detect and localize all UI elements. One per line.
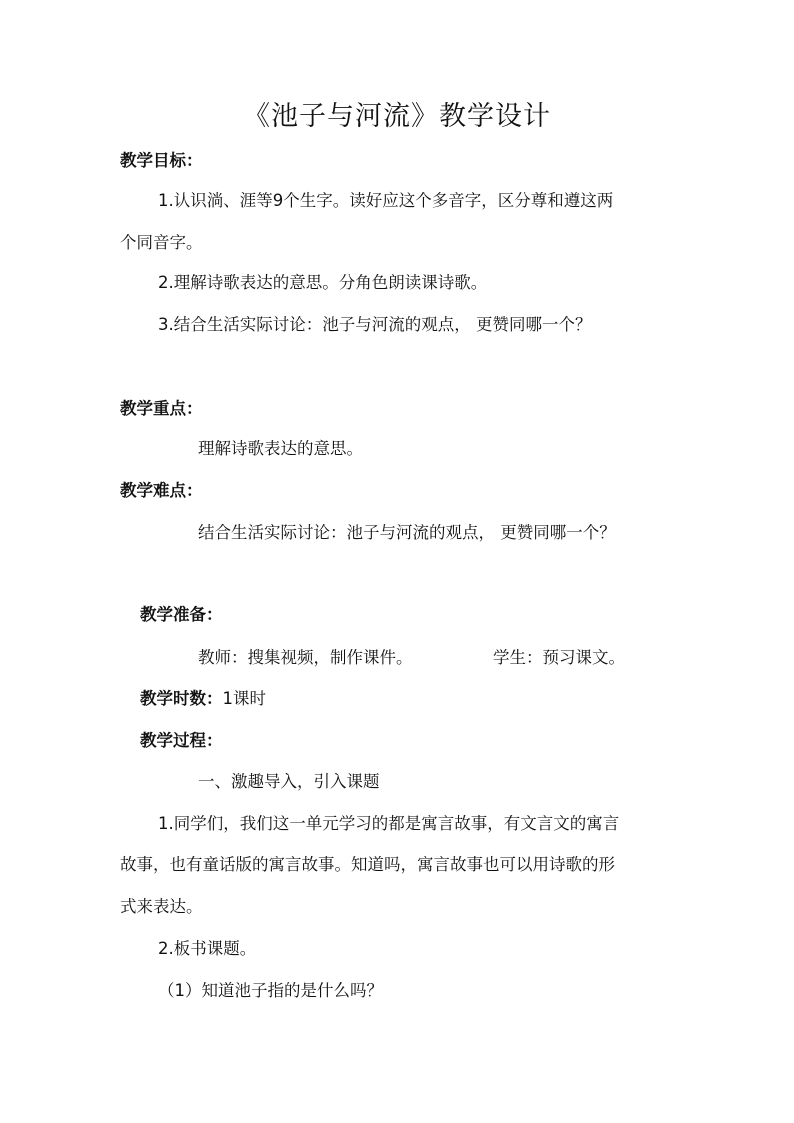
objectives-heading: 教学目标： [120, 151, 203, 170]
objective-3: 3.结合生活实际讨论：池子与河流的观点， 更赞同哪一个？ [158, 315, 592, 334]
key-point-heading: 教学重点： [120, 399, 203, 418]
process-p1-line-2: 故事，也有童话版的寓言故事。知道吗，寓言故事也可以用诗歌的形 [120, 855, 615, 874]
objective-1-line-1: 1.认识淌、涯等9个生字。读好应这个多音字，区分尊和遵这两 [158, 191, 614, 210]
key-point-text: 理解诗歌表达的意思。 [198, 439, 363, 458]
hours-row [140, 688, 266, 710]
preparation-teacher: 教师：搜集视频，制作课件。 [198, 648, 413, 667]
process-section-1: 一、激趣导入，引入课题 [198, 772, 380, 791]
difficulty-text: 结合生活实际讨论：池子与河流的观点， 更赞同哪一个？ [198, 523, 616, 542]
hours-text: 1课时 [222, 689, 266, 708]
preparation-heading: 教学准备： [140, 605, 223, 624]
objective-1-line-2: 个同音字。 [120, 233, 203, 252]
hours-heading: 教学时数： [140, 689, 223, 708]
process-p1-line-1: 1.同学们，我们这一单元学习的都是寓言故事，有文言文的寓言 [158, 814, 620, 833]
preparation-student: 学生：预习课文。 [493, 648, 625, 667]
process-p1-line-3: 式来表达。 [120, 897, 203, 916]
objective-2: 2.理解诗歌表达的意思。分角色朗读课诗歌。 [158, 273, 488, 292]
process-p2: 2.板书课题。 [158, 939, 257, 958]
process-heading: 教学过程： [140, 731, 223, 750]
difficulty-heading: 教学难点： [120, 481, 203, 500]
page-title: 《池子与河流》教学设计 [243, 101, 551, 132]
process-q1: （1）知道池子指的是什么吗？ [158, 981, 383, 1000]
